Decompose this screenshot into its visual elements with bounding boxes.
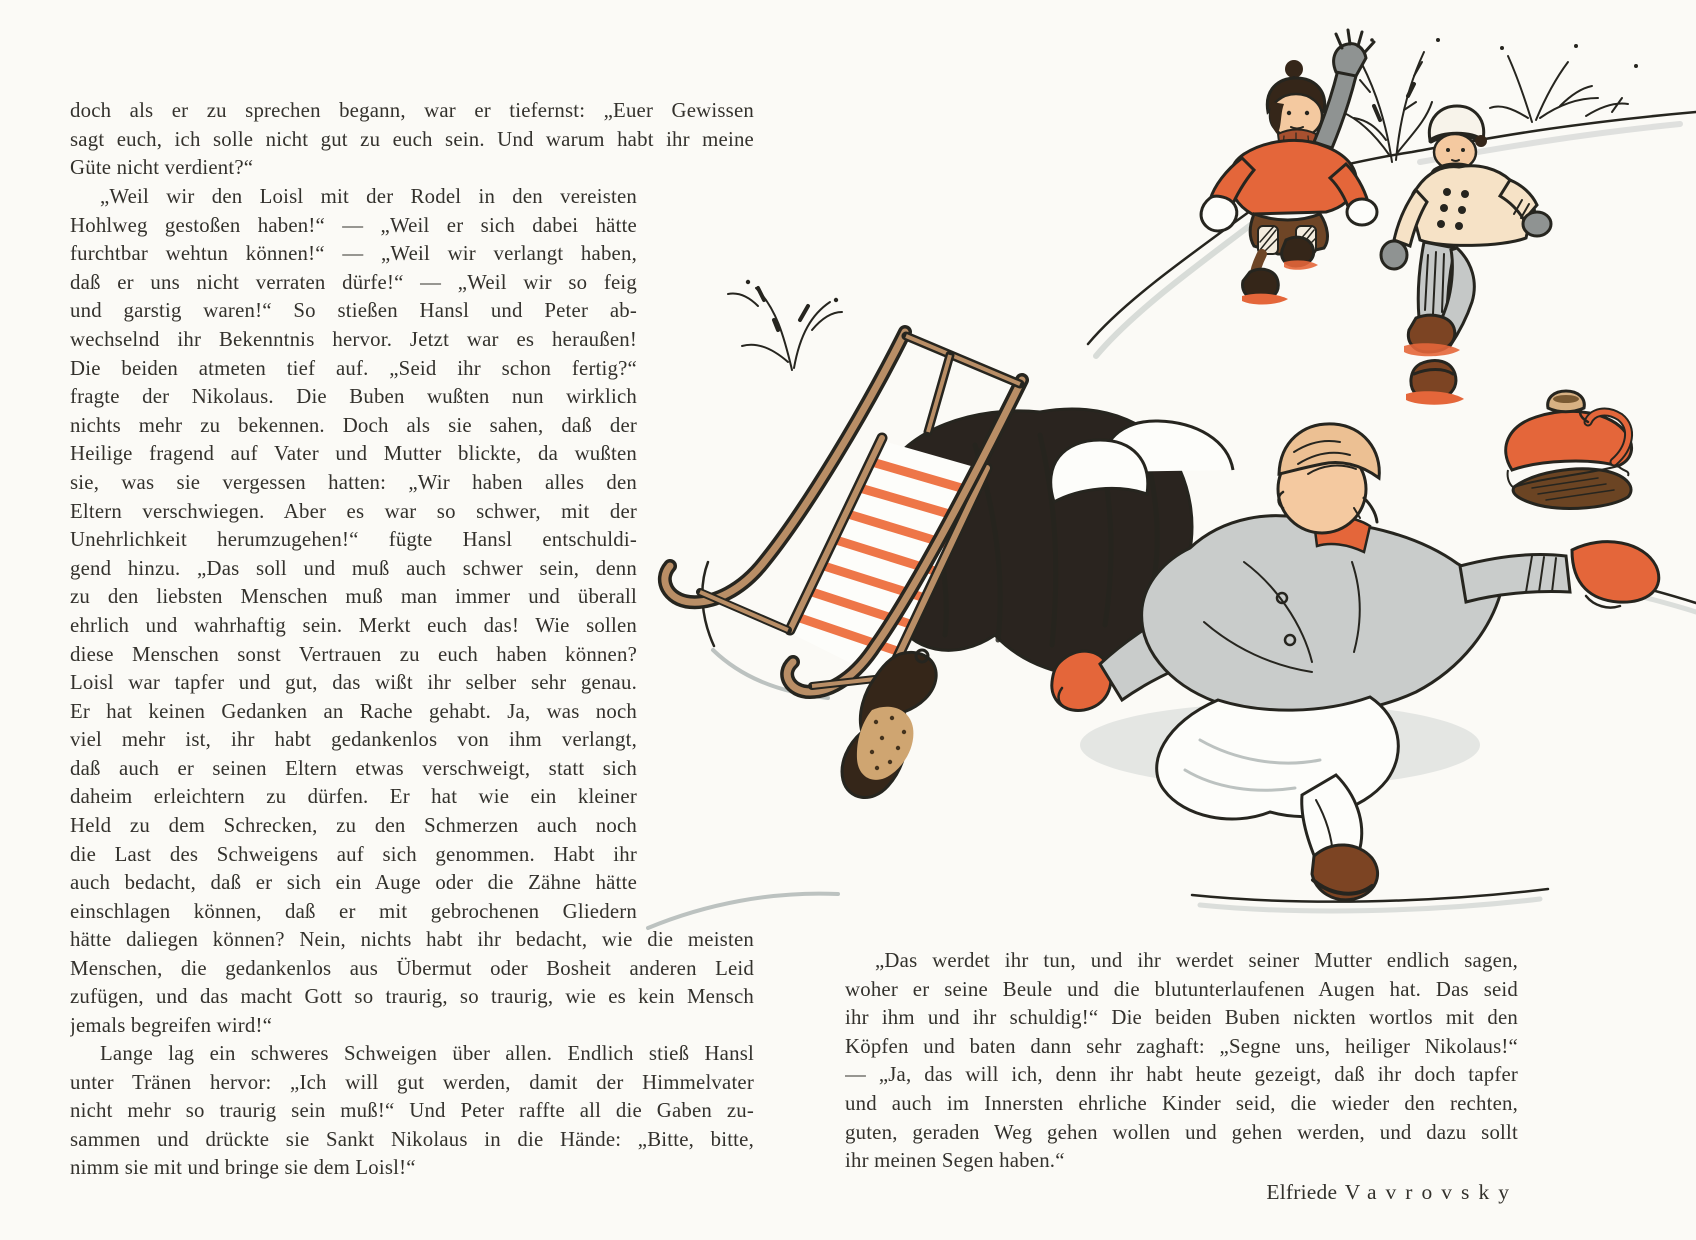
boy-red-sweater <box>1201 30 1377 305</box>
twig-bush-right <box>1490 44 1638 122</box>
boy-cream-coat <box>1381 106 1551 405</box>
story-paragraph-opening: doch als er zu sprechen begann, war er tiefernst: „Euer Gewissen sagt euch, ich solle nicht gut zu euch sein. Und warum habt ihr meine Güte nicht verdient?“ <box>70 99 754 180</box>
author-byline <box>845 1178 1518 1207</box>
twig-bush-left <box>728 280 842 370</box>
story-paragraph-confession-narrow: „Weil wir den Loisl mit der Rodel in den vereisten Hohlweg gestoßen haben!“ — „Weil er sich dabei hätte furchtbar wehtun können!“ — „Weil wir verlangt haben, daß er uns nicht verraten dürfe!“ — „Weil wir so feig und garstig waren!“ So stießen Hansl und Peter ab- wechselnd ihr Bekenntnis hervor. Jetzt war es heraußen! Die beiden atmeten tief auf. „Seid ihr schon fertig?“ fragte der Nikolaus. Die Buben wußten nun wirklich nichts mehr zu bekennen. Doch als sie sahen, daß der Heilige fragend auf Vater und Mutter blickte, da wußten sie, was sie vergessen hatten: „Wir haben alles den Eltern verschwiegen. Aber es war so schwer, mit der Unehrlichkeit herumzugehen!“ fügte Hansl entschuldi- gend hinzu. „Das soll und muß auch schwer sein, denn zu den liebsten Menschen muß man immer und überall ehrlich und wahrhaftig sein. Merkt euch das! Wie sollen diese Menschen sonst Vertrauen zu euch haben können? Loisl war tapfer und gut, das wißt ihr selber sehr genau. Er hat keinen Gedanken an Rache gehabt. Ja, was noch viel mehr ist, ihr habt gedankenlos von ihm verlangt, daß auch er seinen Eltern etwas verschweigt, statt sich daheim erleichtern zu dürfen. Er hat wie ein kleiner Held zu dem Schrecken, zu den Schmerzen auch noch die Last des Schweigens auf sich genommen. Habt ihr auch bedacht, daß er sich ein Auge oder die Zähne hätte einschlagen können, daß er mit gebrochenen Gliedern <box>70 185 637 923</box>
flying-cap <box>1506 391 1632 508</box>
story-paragraph-blessing: „Das werdet ihr tun, und ihr werdet seiner Mutter endlich sagen, woher er seine Beule und die blutunterlaufenen Augen hat. Das seid ihr ihm und ihr schuldig!“ Die beiden Buben nickten wortlos mit den Köpfen und baten dann sehr zaghaft: „Segne uns, heiliger Nikolaus!“ — „Ja, das will ich, denn ihr habt heute gezeigt, daß ihr doch tapfer und auch im Innersten ehrliche Kinder seid, die wieder den rechten, guten, geraden Weg gehen wollen und gehen werden, und dazu sollt ihr meinen Segen haben.“ <box>845 949 1518 1173</box>
story-paragraph-silence: Lange lag ein schweres Schweigen über allen. Endlich stieß Hansl unter Tränen hervor: „Ich will gut werden, damit der Himmelvater nicht mehr so traurig sein muß!“ Und Peter raffte all die Gaben zu- sammen und drückte sie Sankt Nikolaus in die Hände: „Bitte, bitte, nimm sie mit und bringe sie dem Loisl!“ <box>70 1042 754 1180</box>
story-paragraph-confession-wide: hätte daliegen können? Nein, nichts habt ihr bedacht, wie die meisten Menschen, die gedankenlos aus Übermut oder Bosheit anderen Leid zufügen, und das macht Gott so traurig, so traurig, wie es kein Mensch jemals begreifen wird!“ <box>70 928 754 1037</box>
author-first-name: Elfriede <box>1266 1180 1338 1204</box>
author-last-name: Vavrovsky <box>1344 1180 1518 1204</box>
hill-slope <box>1088 112 1696 356</box>
